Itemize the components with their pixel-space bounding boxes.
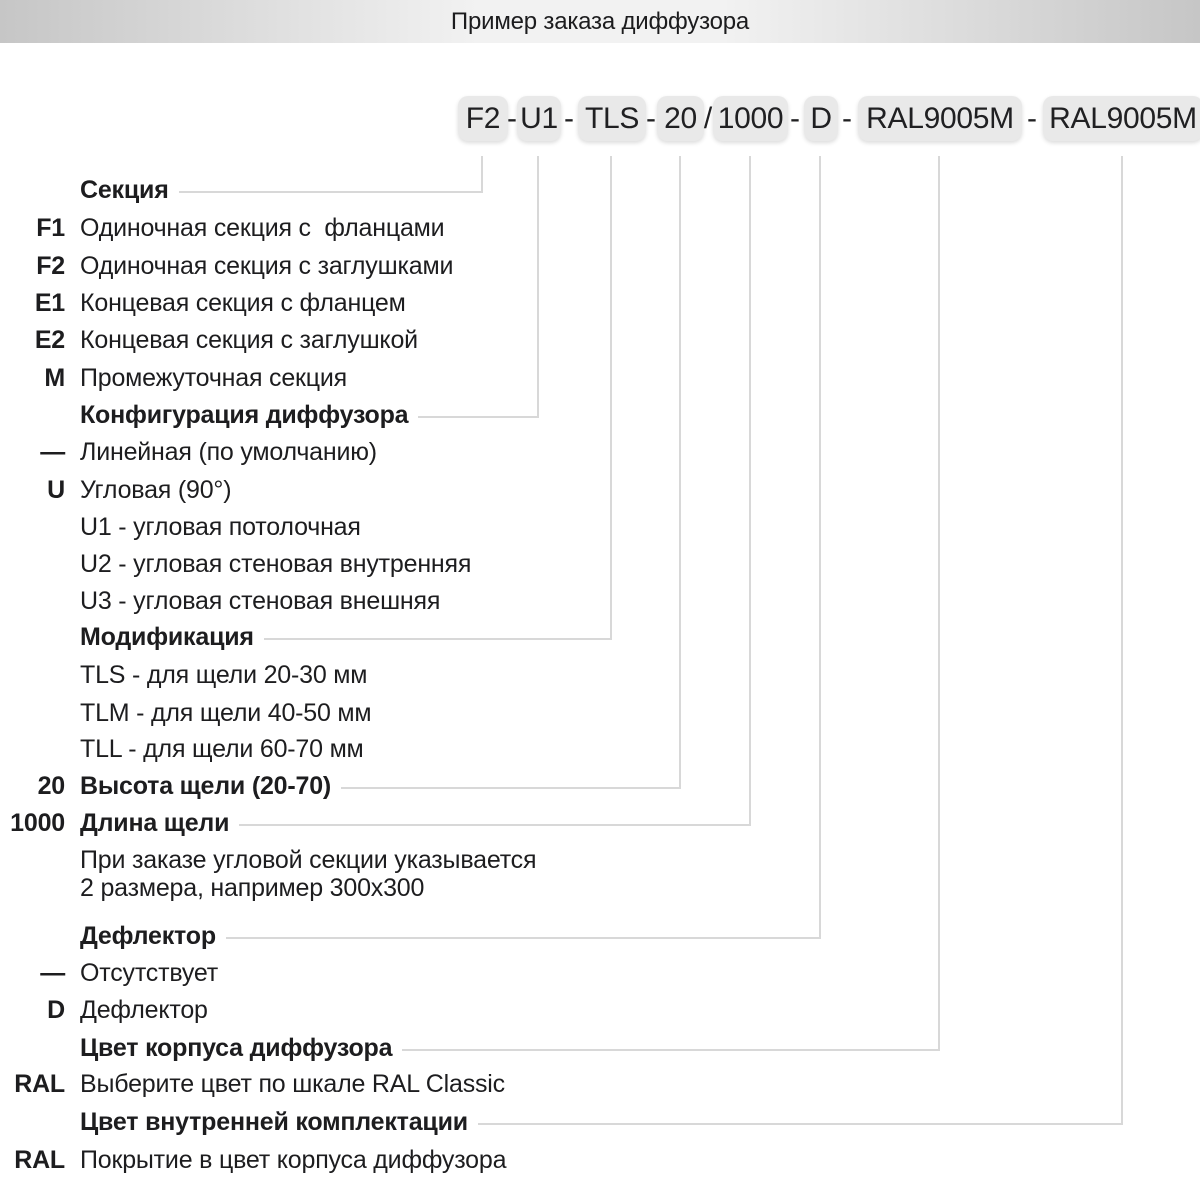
code-separator: - <box>646 101 656 135</box>
legend-item <box>0 582 1200 620</box>
legend-item <box>0 284 1200 322</box>
order-code-box: F2 <box>458 96 508 141</box>
legend-item-label: Конфигурация диффузора <box>80 400 409 429</box>
legend-item <box>0 656 1200 694</box>
legend-header <box>0 917 1200 955</box>
legend-item-label: 2 размера, например 300x300 <box>80 873 425 902</box>
code-separator: - <box>1027 101 1037 135</box>
legend-item-label: TLS - для щели 20-30 мм <box>80 660 368 689</box>
legend-item <box>0 1065 1200 1103</box>
legend-item <box>0 954 1200 992</box>
legend-item-label: Одиночная секция с заглушками <box>80 251 454 280</box>
order-code-box: TLS <box>578 96 646 141</box>
legend-item <box>0 247 1200 285</box>
legend-header <box>0 618 1200 656</box>
legend-item-label: При заказе угловой секции указывается <box>80 845 537 874</box>
code-separator: - <box>507 101 517 135</box>
order-code-box: RAL9005M <box>1043 96 1200 141</box>
legend-item-label: Одиночная секция с фланцами <box>80 213 445 242</box>
legend-item-label: Концевая секция с фланцем <box>80 288 406 317</box>
legend-header <box>0 767 1200 805</box>
legend-item-code: 1000 <box>10 808 65 837</box>
title-bar <box>0 0 1200 43</box>
legend-item-label: Секция <box>80 175 169 204</box>
legend-item-code: M <box>44 363 65 392</box>
legend-item-label: U1 - угловая потолочная <box>80 512 361 541</box>
legend-item-label: Цвет внутренней комплектации <box>80 1107 468 1136</box>
legend-item-label: Покрытие в цвет корпуса диффузора <box>80 1145 507 1174</box>
legend-item <box>0 471 1200 509</box>
legend-item-label: TLL - для щели 60-70 мм <box>80 734 364 763</box>
code-separator: - <box>564 101 574 135</box>
legend-item-label: Промежуточная секция <box>80 363 347 392</box>
order-code-box: U1 <box>517 96 561 141</box>
legend-header <box>0 1029 1200 1067</box>
legend-item <box>0 433 1200 471</box>
legend-item-label: Цвет корпуса диффузора <box>80 1033 393 1062</box>
order-code-box: D <box>804 96 838 141</box>
code-separator: / <box>703 101 713 135</box>
legend-item-code: RAL <box>14 1069 65 1098</box>
code-separator: - <box>842 101 852 135</box>
legend-item-label: Длина щели <box>80 808 230 837</box>
legend-item-code: U <box>47 475 65 504</box>
legend-item <box>0 991 1200 1029</box>
legend-item-code: E2 <box>34 325 65 354</box>
legend-item-label: Дефлектор <box>80 921 216 950</box>
legend-item-label: Дефлектор <box>80 995 208 1024</box>
legend-item <box>0 321 1200 359</box>
legend-item-code: 20 <box>37 771 65 800</box>
legend-item-code: RAL <box>14 1145 65 1174</box>
legend-header <box>0 1103 1200 1141</box>
legend-item <box>0 545 1200 583</box>
legend-item-label: Выберите цвет по шкале RAL Classic <box>80 1069 505 1098</box>
legend-item-label: TLM - для щели 40-50 мм <box>80 698 372 727</box>
legend-item-label: Концевая секция с заглушкой <box>80 325 418 354</box>
order-code-box: RAL9005M <box>858 96 1022 141</box>
page-title: Пример заказа диффузора <box>450 7 750 35</box>
legend-item-label: Модификация <box>80 622 254 651</box>
order-code-box: 1000 <box>713 96 788 141</box>
legend-item-label: Угловая (90°) <box>80 475 232 504</box>
legend-item-code: — <box>40 958 65 987</box>
legend-item <box>0 1141 1200 1179</box>
legend-header <box>0 804 1200 842</box>
legend-header <box>0 171 1200 209</box>
legend-item <box>0 359 1200 397</box>
legend-item <box>0 209 1200 247</box>
legend-item-label: U2 - угловая стеновая внутренняя <box>80 549 472 578</box>
legend-note <box>0 869 1200 907</box>
legend-item-code: — <box>40 437 65 466</box>
code-separator: - <box>790 101 800 135</box>
legend-item <box>0 730 1200 768</box>
legend-item-code: D <box>47 995 65 1024</box>
legend-header <box>0 396 1200 434</box>
legend-item-label: U3 - угловая стеновая внешняя <box>80 586 441 615</box>
legend-item-label: Отсутствует <box>80 958 219 987</box>
legend-item-code: F1 <box>36 213 65 242</box>
legend-item <box>0 508 1200 546</box>
legend-item <box>0 694 1200 732</box>
legend-item-label: Высота щели (20-70) <box>80 771 332 800</box>
order-code-box: 20 <box>657 96 704 141</box>
legend-item-code: F2 <box>36 251 65 280</box>
legend-item-code: E1 <box>34 288 65 317</box>
legend-item-label: Линейная (по умолчанию) <box>80 437 377 466</box>
